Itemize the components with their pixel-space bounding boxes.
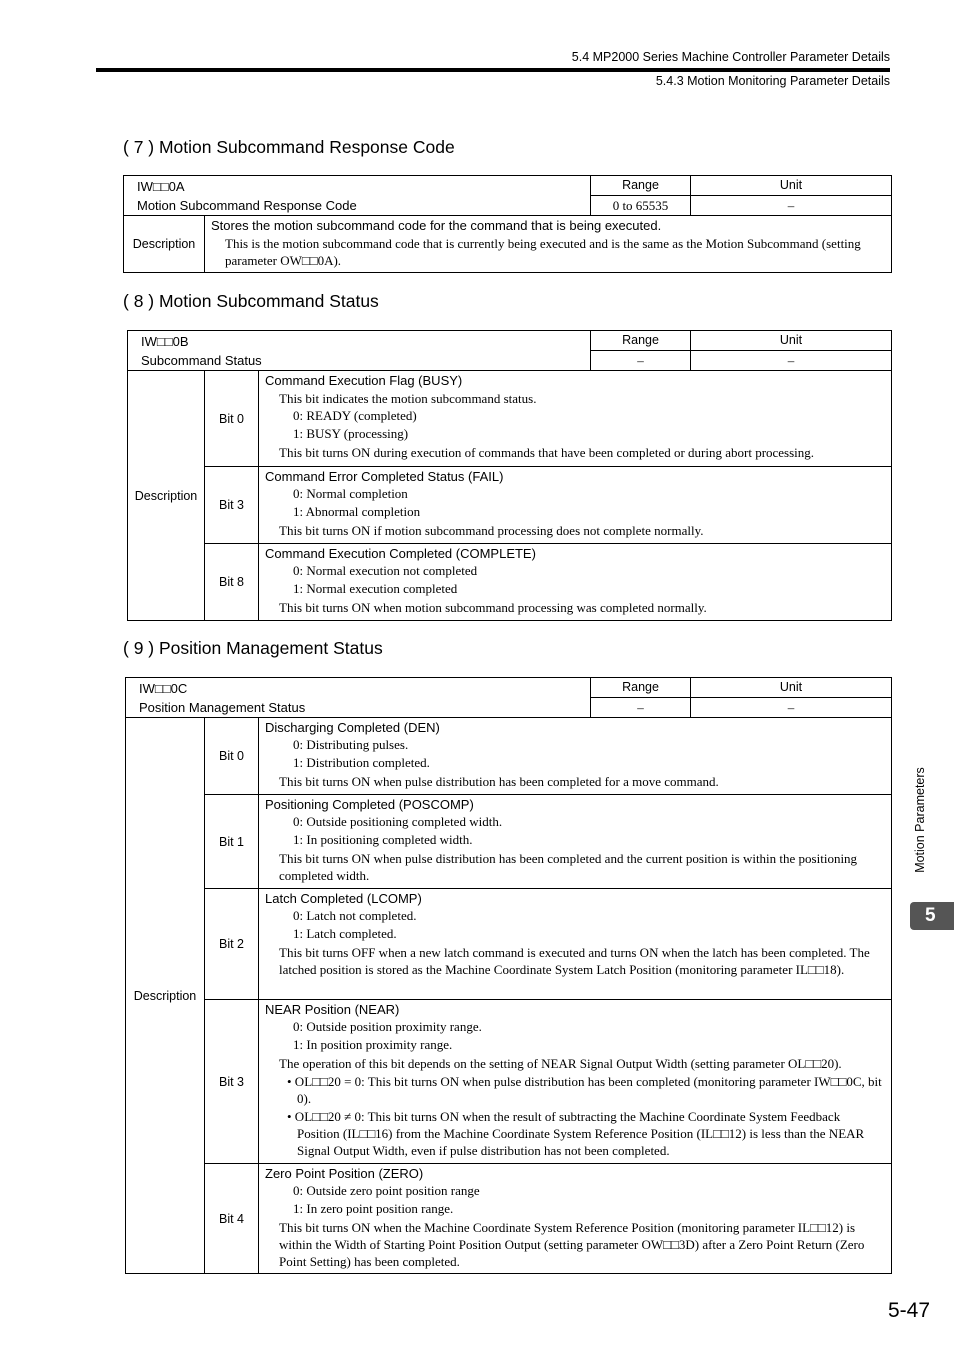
unit-header: Unit	[691, 176, 892, 196]
range-value: 0 to 65535	[591, 196, 691, 216]
bit-title: Command Execution Completed (COMPLETE)	[265, 546, 536, 561]
description-label: Description	[126, 718, 205, 1274]
bit-value: 0: Outside zero point position range	[293, 1183, 480, 1198]
bit-value: 1: BUSY (processing)	[293, 426, 409, 441]
bit-value: 0: Normal completion	[293, 486, 408, 501]
bit-note: This bit turns ON when pulse distribution has been completed and the current position is within the positioning completed width.	[279, 851, 858, 883]
param-name: Subcommand Status	[141, 353, 262, 368]
param-name: Motion Subcommand Response Code	[137, 198, 357, 213]
bit-note: This bit turns ON during execution of commands that have been completed or during abort processing.	[279, 445, 815, 460]
range-value: –	[591, 698, 691, 718]
bit-label: Bit 4	[205, 1164, 259, 1274]
unit-header: Unit	[691, 678, 892, 698]
bit-note: This bit turns ON when pulse distribution has been completed for a move command.	[279, 774, 719, 789]
range-header: Range	[591, 678, 691, 698]
param-id-cell	[124, 176, 591, 216]
bit-label: Bit 2	[205, 889, 259, 1000]
register-id: IW□□0C	[139, 681, 188, 696]
bit-description	[259, 1164, 892, 1274]
header-section: 5.4 MP2000 Series Machine Controller Parameter Details	[571, 50, 890, 64]
bit-description	[259, 1000, 892, 1164]
description-cell	[205, 216, 892, 273]
bit-description	[259, 889, 892, 1000]
page-number: 5-47	[887, 1299, 930, 1322]
bit-value: 1: Abnormal completion	[293, 504, 421, 519]
bit-value: 0: Outside positioning completed width.	[293, 814, 503, 829]
bit-title: Command Error Completed Status (FAIL)	[265, 469, 504, 484]
bit-value: 1: Normal execution completed	[293, 581, 458, 596]
bit-note: This bit turns ON when motion subcommand processing was completed normally.	[279, 600, 707, 615]
bit-description	[259, 467, 892, 544]
section-7-title: ( 7 ) Motion Subcommand Response Code	[123, 137, 455, 157]
unit-header: Unit	[691, 331, 892, 351]
description-label: Description	[128, 371, 205, 621]
bit-value: 0: Normal execution not completed	[293, 563, 478, 578]
bit-title: Discharging Completed (DEN)	[265, 720, 440, 735]
bit-title: Positioning Completed (POSCOMP)	[265, 797, 474, 812]
bit-label: Bit 0	[205, 718, 259, 795]
header-subsection: 5.4.3 Motion Monitoring Parameter Details	[655, 74, 890, 88]
bit-value: 0: READY (completed)	[293, 408, 417, 423]
bit-value: 1: In position proximity range.	[293, 1037, 453, 1052]
bit-lead: This bit indicates the motion subcommand status.	[279, 391, 537, 406]
bit-description	[259, 795, 892, 889]
register-id: IW□□0A	[137, 179, 185, 194]
bullet-item: • OL□□20 ≠ 0: This bit turns ON when the result of subtracting the Machine Coordinate System Feedback Position (IL□□16) from the Machine Coordinate System Reference Position (IL□□12) is less than the NEAR Signal Output Width, even if pulse distribution has not been completed.	[287, 1109, 865, 1158]
param-id-cell	[128, 331, 591, 371]
range-header: Range	[591, 176, 691, 196]
bit-description	[259, 544, 892, 621]
bit-title: NEAR Position (NEAR)	[265, 1002, 400, 1017]
bullet-item: • OL□□20 = 0: This bit turns ON when pulse distribution has been completed (monitoring parameter IW□□0C, bit 0).	[287, 1074, 882, 1106]
unit-value: –	[691, 351, 892, 371]
description-label: Description	[124, 216, 205, 273]
param-id-cell	[126, 678, 591, 718]
side-label-text: Motion Parameters	[913, 767, 927, 873]
side-chapter-label	[910, 760, 930, 880]
bit-note: This bit turns OFF when a new latch command is executed and turns ON when the latch has been completed. The latched position is stored as the Machine Coordinate System Latch Position (monitoring parameter IL□□18).	[279, 945, 870, 977]
register-id: IW□□0B	[141, 334, 189, 349]
bit-label: Bit 1	[205, 795, 259, 889]
bit-description	[259, 371, 892, 467]
description-body: This is the motion subcommand code that is currently being executed and is the same as the Motion Subcommand (setting parameter OW□□0A).	[225, 236, 861, 268]
table-subcommand-status	[127, 330, 892, 621]
table-position-management	[125, 677, 892, 1274]
bit-note: This bit turns ON when the Machine Coordinate System Reference Position (monitoring parameter IL□□12) is within the Width of Starting Point Position Output (setting parameter OW□□3D) after a Zero Point Return (Zero Point Setting) has been completed.	[279, 1220, 865, 1269]
unit-value: –	[691, 698, 892, 718]
bit-value: 0: Latch not completed.	[293, 908, 417, 923]
bit-label: Bit 0	[205, 371, 259, 467]
bit-note: This bit turns ON if motion subcommand processing does not complete normally.	[279, 523, 704, 538]
header-rule	[96, 68, 890, 72]
bit-label: Bit 8	[205, 544, 259, 621]
bit-value: 1: In zero point position range.	[293, 1201, 454, 1216]
bit-note: The operation of this bit depends on the setting of NEAR Signal Output Width (setting parameter OL□□20).	[279, 1056, 842, 1071]
description-title: Stores the motion subcommand code for the command that is being executed.	[211, 218, 662, 233]
section-8-title: ( 8 ) Motion Subcommand Status	[123, 291, 379, 311]
table-response-code	[123, 175, 892, 273]
bit-label: Bit 3	[205, 1000, 259, 1164]
bit-value: 0: Outside position proximity range.	[293, 1019, 482, 1034]
bit-title: Zero Point Position (ZERO)	[265, 1166, 424, 1181]
bit-value: 0: Distributing pulses.	[293, 737, 409, 752]
range-value: –	[591, 351, 691, 371]
bit-title: Latch Completed (LCOMP)	[265, 891, 422, 906]
bit-value: 1: Distribution completed.	[293, 755, 430, 770]
bit-label: Bit 3	[205, 467, 259, 544]
section-9-title: ( 9 ) Position Management Status	[123, 638, 383, 658]
range-header: Range	[591, 331, 691, 351]
bit-description	[259, 718, 892, 795]
param-name: Position Management Status	[139, 700, 306, 715]
bit-value: 1: Latch completed.	[293, 926, 397, 941]
bit-title: Command Execution Flag (BUSY)	[265, 373, 463, 388]
chapter-tab: 5	[910, 902, 954, 930]
unit-value: –	[691, 196, 892, 216]
bit-value: 1: In positioning completed width.	[293, 832, 473, 847]
